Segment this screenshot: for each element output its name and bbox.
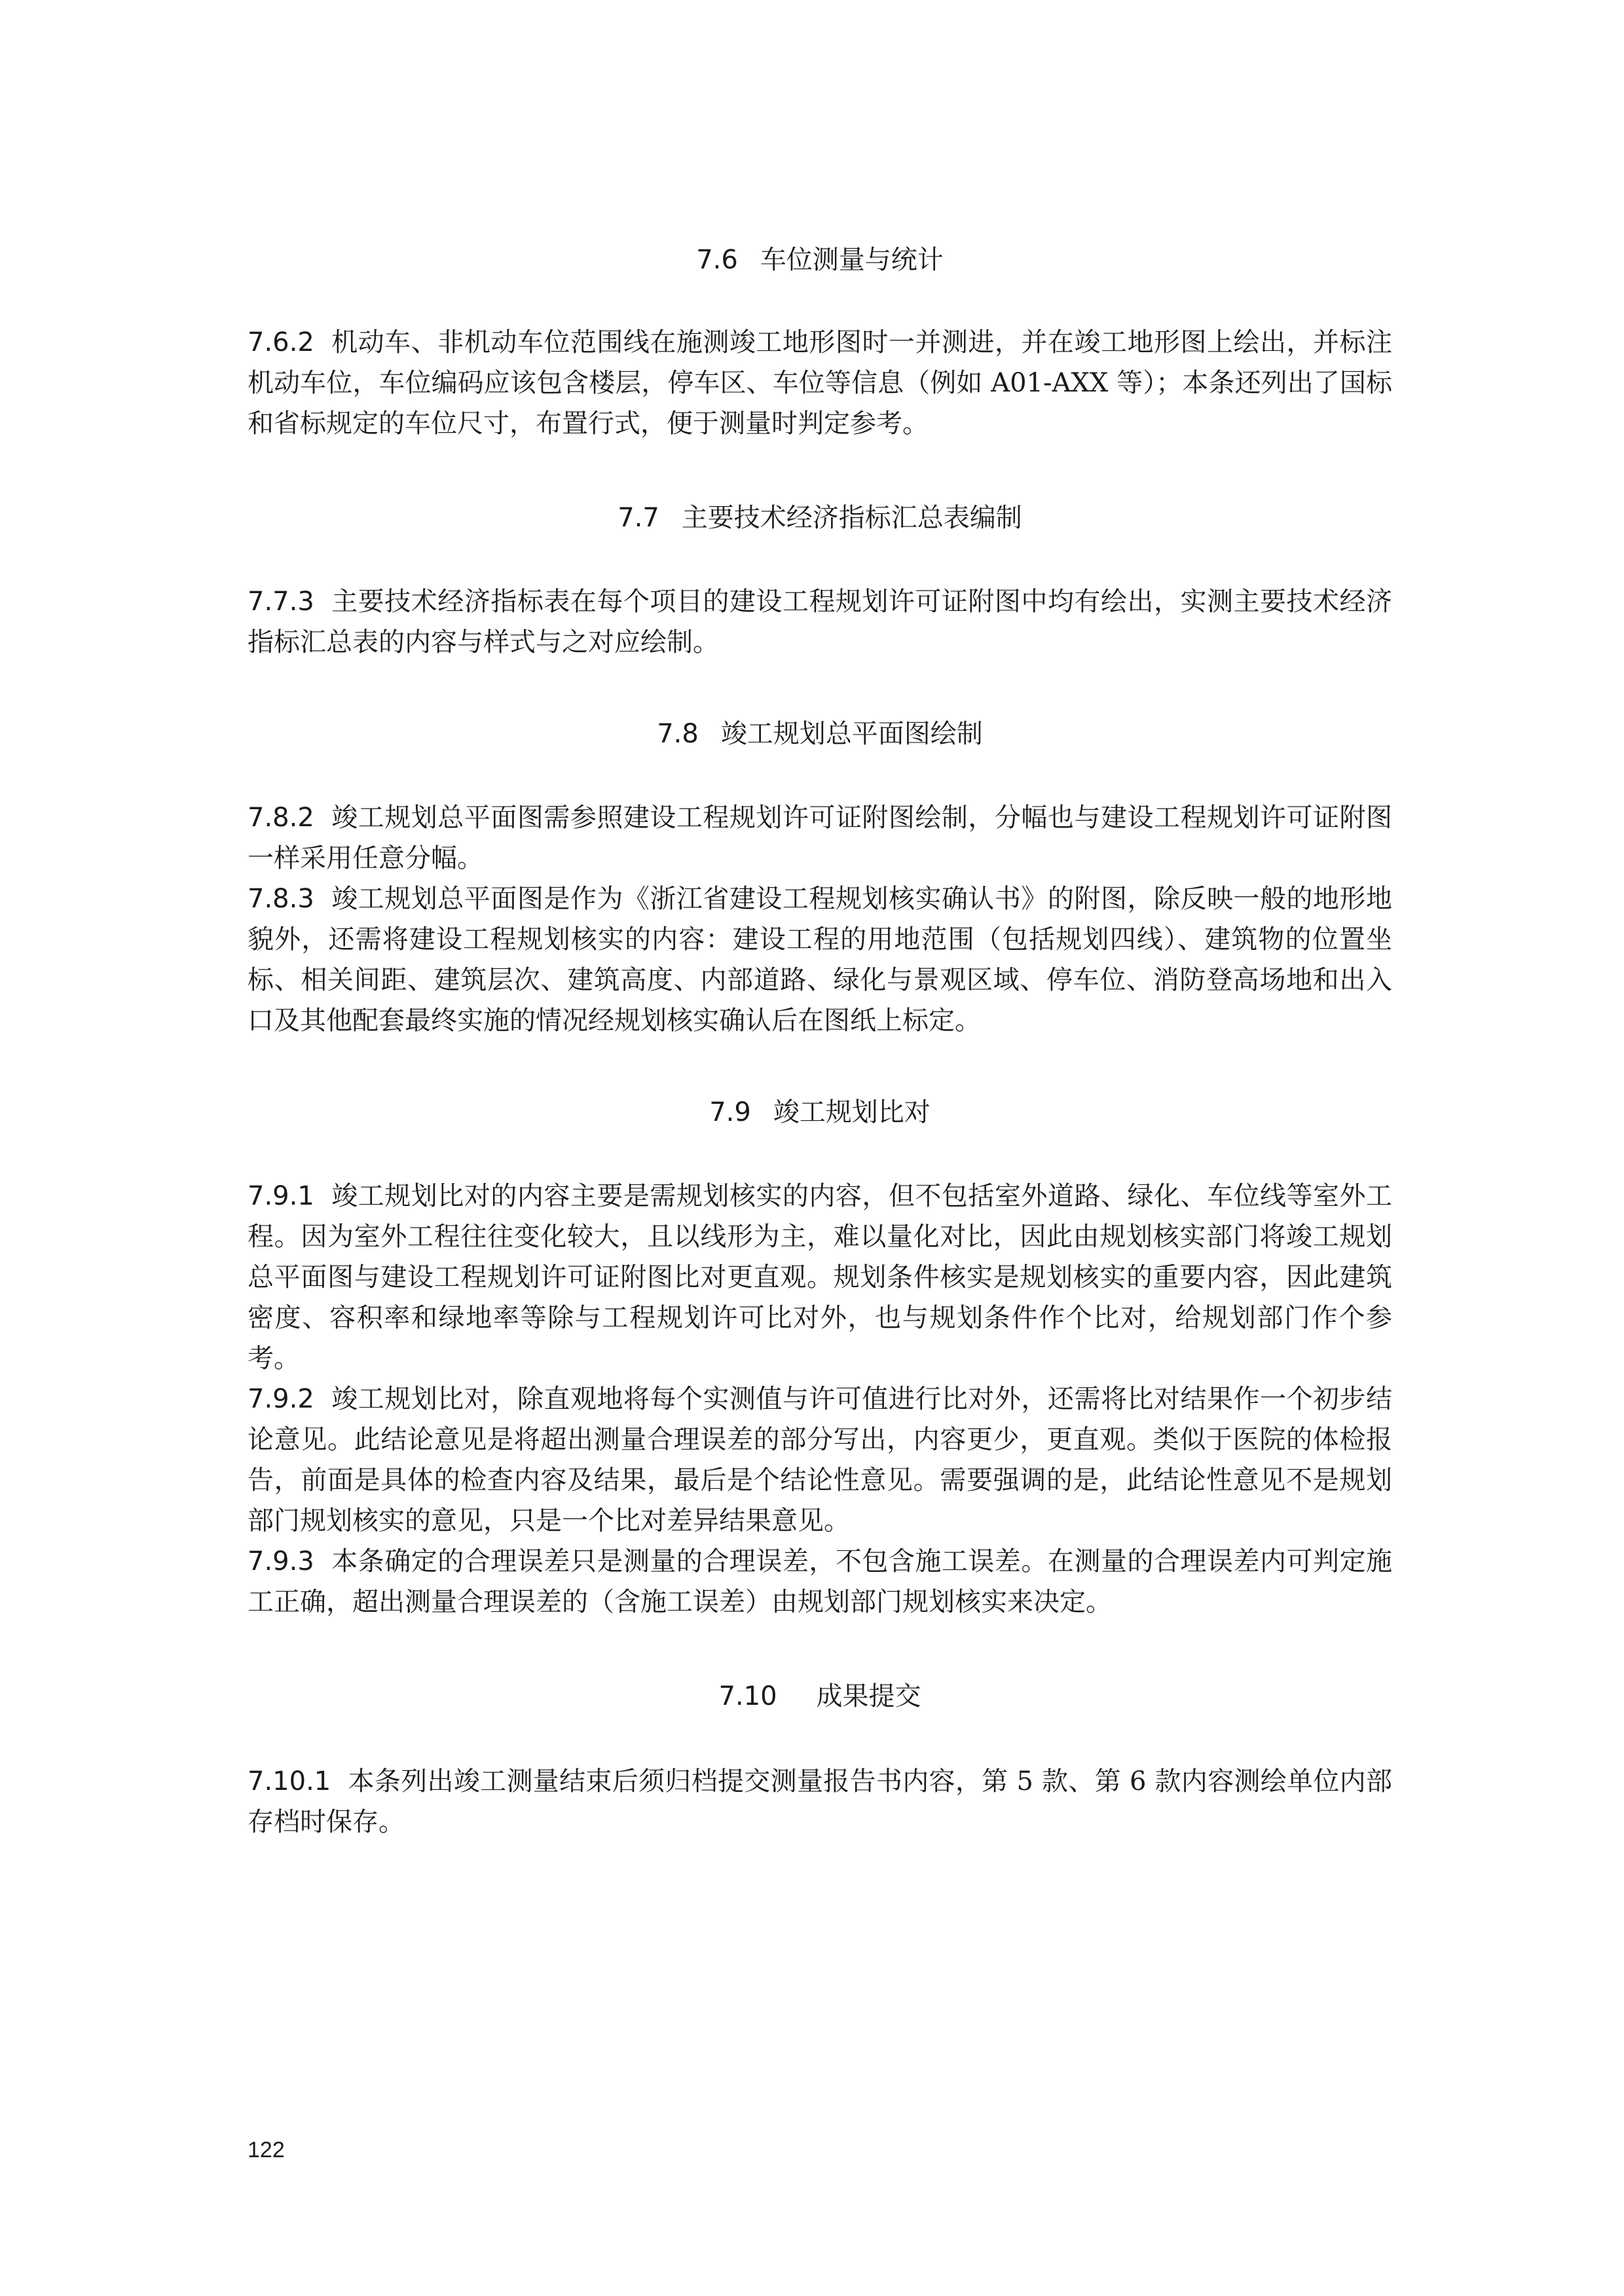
clause-paragraph-7-9-3 bbox=[248, 1541, 1392, 1622]
clause-paragraph-7-7-3 bbox=[248, 581, 1392, 663]
section-title: 成果提交 bbox=[816, 1681, 921, 1711]
clause-number: 7.7.3 bbox=[248, 587, 314, 617]
clause-paragraph-7-9-1 bbox=[248, 1176, 1392, 1379]
section-heading-7-9 bbox=[248, 1092, 1392, 1133]
clause-number: 7.9.3 bbox=[248, 1546, 314, 1576]
clause-number: 7.9.2 bbox=[248, 1384, 314, 1414]
clause-text: 竣工规划比对的内容主要是需规划核实的内容，但不包括室外道路、绿化、车位线等室外工程。因为室外工程往往变化较大，且以线形为主，难以量化对比，因此由规划核实部门将竣工规划总平面图与建设工程规划许可证附图比对更直观。规划条件核实是规划核实的重要内容，因此建筑密度、容积率和绿地率等除与工程规划许可比对外，也与规划条件作个比对，给规划部门作个参考。 bbox=[248, 1181, 1392, 1374]
section-heading-7-7 bbox=[248, 498, 1392, 538]
section-number: 7.9 bbox=[709, 1097, 751, 1127]
clause-text: 竣工规划比对，除直观地将每个实测值与许可值进行比对外，还需将比对结果作一个初步结论意见。此结论意见是将超出测量合理误差的部分写出，内容更少，更直观。类似于医院的体检报告，前面是具体的检查内容及结果，最后是个结论性意见。需要强调的是，此结论性意见不是规划部门规划核实的意见，只是一个比对差异结果意见。 bbox=[248, 1384, 1392, 1536]
section-title: 竣工规划比对 bbox=[773, 1097, 931, 1127]
clause-text: 竣工规划总平面图是作为《浙江省建设工程规划核实确认书》的附图，除反映一般的地形地貌外，还需将建设工程规划核实的内容：建设工程的用地范围（包括规划四线）、建筑物的位置坐标、相关间距、建筑层次、建筑高度、内部道路、绿化与景观区域、停车位、消防登高场地和出入口及其他配套最终实施的情况经规划核实确认后在图纸上标定。 bbox=[248, 884, 1392, 1036]
clause-text: 本条确定的合理误差只是测量的合理误差，不包含施工误差。在测量的合理误差内可判定施工正确，超出测量合理误差的（含施工误差）由规划部门规划核实来决定。 bbox=[248, 1546, 1392, 1617]
section-heading-7-10 bbox=[248, 1676, 1392, 1717]
section-number: 7.7 bbox=[618, 503, 659, 533]
clause-text: 机动车、非机动车位范围线在施测竣工地形图时一并测进，并在竣工地形图上绘出，并标注机动车位，车位编码应该包含楼层，停车区、车位等信息（例如 A01-AXX 等）；本条还列出了国标和省标规定的车位尺寸，布置行式，便于测量时判定参考。 bbox=[248, 327, 1392, 439]
section-title: 车位测量与统计 bbox=[760, 245, 944, 275]
clause-number: 7.6.2 bbox=[248, 327, 314, 357]
section-number: 7.10 bbox=[718, 1681, 777, 1711]
section-heading-7-6 bbox=[248, 240, 1392, 280]
clause-number: 7.10.1 bbox=[248, 1766, 331, 1796]
clause-number: 7.9.1 bbox=[248, 1181, 314, 1211]
section-title: 主要技术经济指标汇总表编制 bbox=[681, 503, 1022, 533]
clause-paragraph-7-8-2 bbox=[248, 797, 1392, 879]
clause-number: 7.8.3 bbox=[248, 884, 314, 914]
clause-text: 竣工规划总平面图需参照建设工程规划许可证附图绘制，分幅也与建设工程规划许可证附图一样采用任意分幅。 bbox=[248, 803, 1392, 873]
section-number: 7.8 bbox=[657, 719, 699, 749]
clause-paragraph-7-6-2 bbox=[248, 322, 1392, 444]
section-heading-7-8 bbox=[248, 714, 1392, 754]
page-number: 122 bbox=[248, 2138, 285, 2162]
clause-paragraph-7-10-1 bbox=[248, 1761, 1392, 1842]
section-number: 7.6 bbox=[696, 245, 738, 275]
clause-text: 本条列出竣工测量结束后须归档提交测量报告书内容，第 5 款、第 6 款内容测绘单位内部存档时保存。 bbox=[248, 1766, 1392, 1837]
clause-number: 7.8.2 bbox=[248, 803, 314, 833]
section-title: 竣工规划总平面图绘制 bbox=[720, 719, 983, 749]
clause-text: 主要技术经济指标表在每个项目的建设工程规划许可证附图中均有绘出，实测主要技术经济指标汇总表的内容与样式与之对应绘制。 bbox=[248, 587, 1392, 657]
clause-paragraph-7-8-3 bbox=[248, 879, 1392, 1041]
clause-paragraph-7-9-2 bbox=[248, 1379, 1392, 1541]
